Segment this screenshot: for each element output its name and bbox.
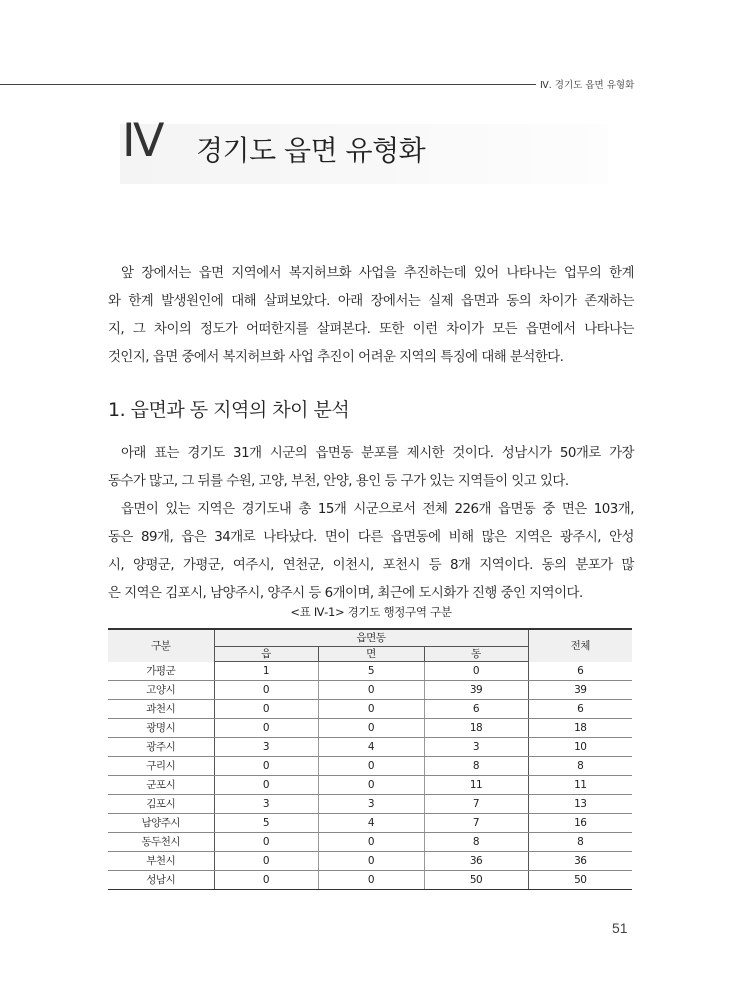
cell-myeon: 0 <box>318 719 424 738</box>
cell-dong: 8 <box>424 757 528 776</box>
running-head: Ⅳ. 경기도 읍면 유형화 <box>540 80 635 91</box>
cell-dong: 7 <box>424 795 528 814</box>
table-row <box>108 776 632 795</box>
intro-line: 앞 장에서는 읍면 지역에서 복지허브화 사업을 추진하는데 있어 나타나는 업무의 한계 <box>121 266 634 281</box>
cell-dong: 0 <box>424 662 528 681</box>
header-eup: 읍 <box>214 647 318 662</box>
cell-eup: 1 <box>214 662 318 681</box>
table-row <box>108 833 632 852</box>
body-line: 시, 양평군, 가평군, 여주시, 연천군, 이천시, 포천시 등 8개 지역이다. 동의 분포가 많 <box>108 558 634 573</box>
cell-region: 부천시 <box>108 852 214 871</box>
cell-dong: 18 <box>424 719 528 738</box>
header-total: 전체 <box>528 629 632 662</box>
cell-total: 10 <box>528 738 632 757</box>
cell-eup: 3 <box>214 738 318 757</box>
header-group: 읍면동 <box>214 629 528 647</box>
cell-region: 구리시 <box>108 757 214 776</box>
cell-region: 광주시 <box>108 738 214 757</box>
table-caption: <표 Ⅳ-1> 경기도 행정구역 구분 <box>290 605 452 619</box>
cell-myeon: 0 <box>318 776 424 795</box>
cell-total: 6 <box>528 700 632 719</box>
cell-eup: 0 <box>214 776 318 795</box>
cell-total: 8 <box>528 757 632 776</box>
page-number: 51 <box>612 920 628 936</box>
cell-dong: 36 <box>424 852 528 871</box>
cell-dong: 39 <box>424 681 528 700</box>
cell-region: 가평군 <box>108 662 214 681</box>
cell-eup: 0 <box>214 757 318 776</box>
cell-myeon: 0 <box>318 757 424 776</box>
cell-total: 36 <box>528 852 632 871</box>
table-row <box>108 871 632 890</box>
cell-region: 성남시 <box>108 871 214 890</box>
table-row <box>108 662 632 681</box>
cell-total: 50 <box>528 871 632 890</box>
table-row <box>108 719 632 738</box>
cell-dong: 8 <box>424 833 528 852</box>
cell-region: 동두천시 <box>108 833 214 852</box>
cell-region: 고양시 <box>108 681 214 700</box>
admin-district-table <box>108 628 632 890</box>
header-category: 구분 <box>108 629 214 662</box>
cell-myeon: 4 <box>318 738 424 757</box>
cell-eup: 0 <box>214 719 318 738</box>
body-line: 읍면이 있는 지역은 경기도내 총 15개 시군으로서 전체 226개 읍면동 중 면은 103개, <box>121 502 634 517</box>
cell-total: 16 <box>528 814 632 833</box>
cell-eup: 0 <box>214 852 318 871</box>
intro-line: 지, 그 차이의 정도가 어떠한지를 살펴본다. 또한 이런 차이가 모든 읍면에서 나타나는 <box>108 322 634 337</box>
chapter-title: 경기도 읍면 유형화 <box>196 134 426 167</box>
cell-myeon: 0 <box>318 833 424 852</box>
cell-region: 과천시 <box>108 700 214 719</box>
cell-myeon: 3 <box>318 795 424 814</box>
cell-total: 13 <box>528 795 632 814</box>
header-myeon: 면 <box>318 647 424 662</box>
cell-eup: 0 <box>214 871 318 890</box>
cell-region: 광명시 <box>108 719 214 738</box>
cell-total: 39 <box>528 681 632 700</box>
cell-eup: 0 <box>214 833 318 852</box>
cell-eup: 0 <box>214 681 318 700</box>
cell-myeon: 4 <box>318 814 424 833</box>
body-line: 아래 표는 경기도 31개 시군의 읍면동 분포를 제시한 것이다. 성남시가 50개로 가장 <box>121 446 634 461</box>
body-line: 동은 89개, 읍은 34개로 나타났다. 면이 다른 읍면동에 비해 많은 지역은 광주시, 안성 <box>108 530 634 545</box>
intro-paragraph <box>108 260 634 372</box>
chapter-number: Ⅳ <box>122 114 164 166</box>
cell-region: 남양주시 <box>108 814 214 833</box>
cell-eup: 3 <box>214 795 318 814</box>
table-row <box>108 852 632 871</box>
cell-total: 18 <box>528 719 632 738</box>
cell-myeon: 0 <box>318 871 424 890</box>
cell-eup: 5 <box>214 814 318 833</box>
cell-myeon: 0 <box>318 700 424 719</box>
cell-dong: 6 <box>424 700 528 719</box>
cell-total: 11 <box>528 776 632 795</box>
body-paragraph <box>108 440 634 608</box>
cell-myeon: 0 <box>318 852 424 871</box>
table-row <box>108 700 632 719</box>
table-row <box>108 738 632 757</box>
intro-line: 와 한계 발생원인에 대해 살펴보았다. 아래 장에서는 실제 읍면과 동의 차이가 존재하는 <box>108 294 634 309</box>
cell-region: 김포시 <box>108 795 214 814</box>
body-line: 은 지역은 김포시, 남양주시, 양주시 등 6개이며, 최근에 도시화가 진행 중인 지역이다. <box>108 586 583 601</box>
cell-dong: 50 <box>424 871 528 890</box>
cell-dong: 3 <box>424 738 528 757</box>
body-line: 동수가 많고, 그 뒤를 수원, 고양, 부천, 안양, 용인 등 구가 있는 지역들이 잇고 있다. <box>108 474 569 489</box>
cell-dong: 11 <box>424 776 528 795</box>
cell-myeon: 5 <box>318 662 424 681</box>
cell-myeon: 0 <box>318 681 424 700</box>
table-row <box>108 681 632 700</box>
cell-dong: 7 <box>424 814 528 833</box>
cell-total: 6 <box>528 662 632 681</box>
table-row <box>108 814 632 833</box>
running-head-rule <box>0 84 536 85</box>
section-title: 1. 읍면과 동 지역의 차이 분석 <box>108 399 350 421</box>
cell-eup: 0 <box>214 700 318 719</box>
intro-line: 것인지, 읍면 중에서 복지허브화 사업 추진이 어려운 지역의 특징에 대해 분석한다. <box>108 350 564 365</box>
cell-region: 군포시 <box>108 776 214 795</box>
cell-total: 8 <box>528 833 632 852</box>
table-row <box>108 757 632 776</box>
table-row <box>108 795 632 814</box>
header-dong: 동 <box>424 647 528 662</box>
